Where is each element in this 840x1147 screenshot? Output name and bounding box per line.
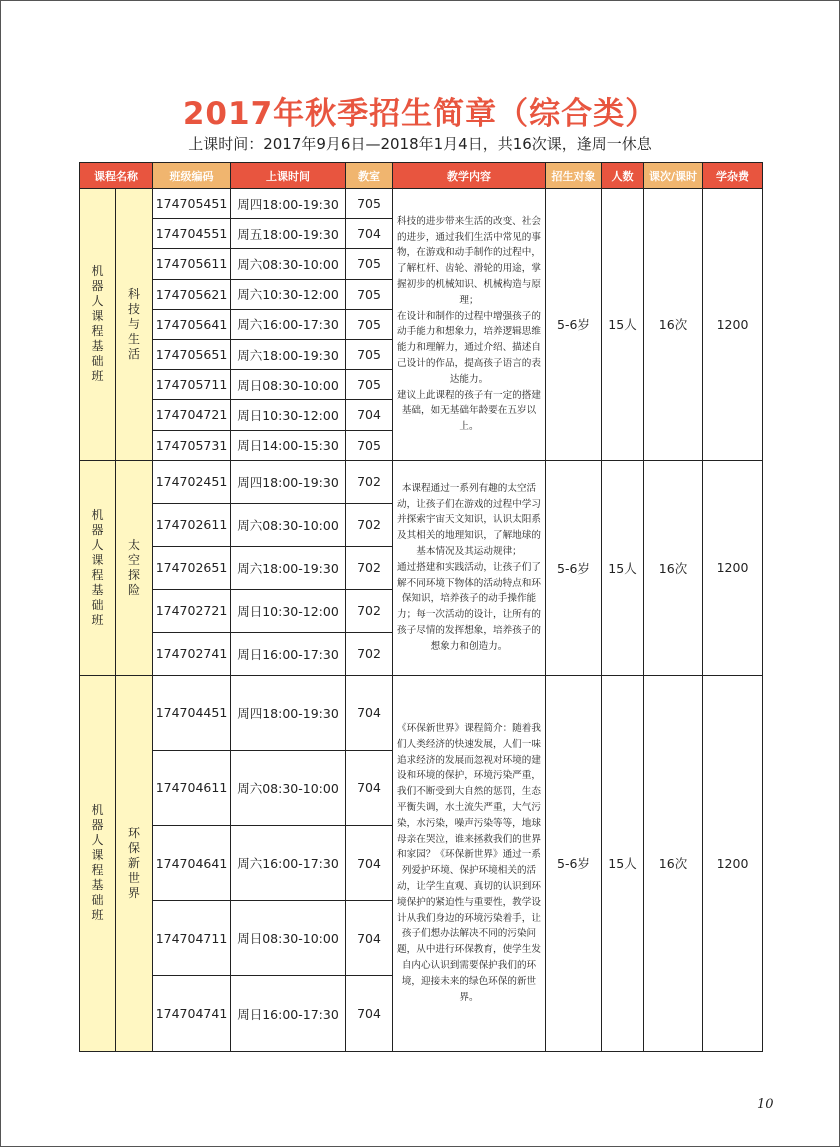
header-code: 班级编码 (153, 163, 231, 189)
subcourse-name-cell (116, 189, 153, 461)
subcourse-name: 太空探险 (127, 537, 140, 597)
session-count: 16次 (644, 460, 703, 675)
classroom: 704 (346, 219, 393, 249)
class-code: 174705731 (153, 430, 231, 460)
class-time: 周六16:00-17:30 (231, 309, 346, 339)
classroom: 704 (346, 901, 393, 976)
tuition-fee: 1200 (703, 675, 763, 1051)
class-time: 周日14:00-15:30 (231, 430, 346, 460)
class-time: 周日16:00-17:30 (231, 976, 346, 1051)
target-age: 5-6岁 (546, 460, 602, 675)
course-name: 机器人课程基础班 (91, 803, 104, 923)
capacity: 15人 (602, 675, 644, 1051)
course-name: 机器人课程基础班 (91, 507, 104, 627)
header-time: 上课时间 (231, 163, 346, 189)
classroom: 704 (346, 976, 393, 1051)
class-code: 174704451 (153, 675, 231, 750)
class-code: 174702611 (153, 503, 231, 546)
target-age: 5-6岁 (546, 189, 602, 461)
page-title: 2017年秋季招生简章（综合类） (182, 96, 658, 132)
capacity: 15人 (602, 189, 644, 461)
table-row (80, 460, 763, 503)
class-time: 周日10:30-12:00 (231, 589, 346, 632)
class-code: 174705641 (153, 309, 231, 339)
class-time: 周四18:00-19:30 (231, 675, 346, 750)
schedule-table (79, 162, 763, 1052)
tuition-fee: 1200 (703, 460, 763, 675)
class-time: 周六08:30-10:00 (231, 503, 346, 546)
classroom: 705 (346, 249, 393, 279)
class-code: 174702451 (153, 460, 231, 503)
class-time: 周六08:30-10:00 (231, 750, 346, 825)
classroom: 705 (346, 370, 393, 400)
class-code: 174705611 (153, 249, 231, 279)
course-name-cell (80, 460, 116, 675)
schedule-body (80, 189, 763, 1052)
header-fee: 学杂费 (703, 163, 763, 189)
class-time: 周六16:00-17:30 (231, 826, 346, 901)
tuition-fee: 1200 (703, 189, 763, 461)
class-time: 周四18:00-19:30 (231, 460, 346, 503)
course-description: 本课程通过一系列有趣的太空活动，让孩子们在游戏的过程中学习并探索宇宙天文知识，认识太阳系及其相关的地理知识，了解地球的基本情况及其运动规律； 通过搭建和实践活动，让孩子们了解不同环境下物体的活动特点和环保知识，培养孩子的动手操作能力；每一次活动的设计，让所有的孩子尽情的发挥想象，培养孩子的想象力和创造力。 (393, 460, 546, 675)
class-time: 周六18:00-19:30 (231, 339, 346, 369)
class-time: 周四18:00-19:30 (231, 189, 346, 219)
classroom: 704 (346, 675, 393, 750)
class-time: 周日08:30-10:00 (231, 901, 346, 976)
class-time: 周六10:30-12:00 (231, 279, 346, 309)
class-code: 174704711 (153, 901, 231, 976)
class-code: 174704721 (153, 400, 231, 430)
class-code: 174704641 (153, 826, 231, 901)
classroom: 704 (346, 750, 393, 825)
course-description: 《环保新世界》课程简介：随着我们人类经济的快速发展，人们一味追求经济的发展而忽视对环境的建设和环境的保护，环境污染严重，我们不断受到大自然的惩罚，生态平衡失调，水土流失严重，大气污染，水污染，噪声污染等等，地球母亲在哭泣，谁来拯救我们的世界和家园？《环保新世界》通过一系列爱护环境、保护环境相关的活动，让学生直观、真切的认识到环境保护的紧迫性与重要性，教学设计从我们身边的环境污染着手，让孩子们想办法解决不同的污染问题，从中进行环保教育，使学生发自内心认识到需要保护我们的环境，迎接未来的绿色环保的新世界。 (393, 675, 546, 1051)
class-code: 174705711 (153, 370, 231, 400)
page-subtitle: 上课时间：2017年9月6日—2018年1月4日，共16次课，逢周一休息 (188, 135, 652, 153)
header-capacity: 人数 (602, 163, 644, 189)
table-row (80, 189, 763, 219)
class-code: 174702651 (153, 546, 231, 589)
header-content: 教学内容 (393, 163, 546, 189)
class-code: 174705451 (153, 189, 231, 219)
capacity: 15人 (602, 460, 644, 675)
class-code: 174705621 (153, 279, 231, 309)
course-name: 机器人课程基础班 (91, 264, 104, 384)
subcourse-name-cell (116, 675, 153, 1051)
course-name-cell (80, 189, 116, 461)
class-code: 174702741 (153, 632, 231, 675)
course-name-cell (80, 675, 116, 1051)
header-room: 教室 (346, 163, 393, 189)
class-code: 174704741 (153, 976, 231, 1051)
class-code: 174704551 (153, 219, 231, 249)
subcourse-name: 环保新世界 (127, 825, 140, 900)
classroom: 702 (346, 589, 393, 632)
course-description: 科技的进步带来生活的改变、社会的进步，通过我们生活中常见的事物，在游戏和动手制作的过程中，了解杠杆、齿轮、滑轮的用途，掌握初步的机械知识、机械构造与原理； 在设计和制作的过程中增强孩子的动手能力和想象力，培养逻辑思维能力和理解力，通过介绍、描述自己设计的作品，提高孩子语言的表达能力。 建议上此课程的孩子有一定的搭建基础，如无基础年龄要在五岁以上。 (393, 189, 546, 461)
header-sessions: 课次/课时 (644, 163, 703, 189)
classroom: 702 (346, 503, 393, 546)
session-count: 16次 (644, 675, 703, 1051)
class-code: 174702721 (153, 589, 231, 632)
classroom: 705 (346, 189, 393, 219)
classroom: 705 (346, 339, 393, 369)
classroom: 704 (346, 400, 393, 430)
classroom: 705 (346, 279, 393, 309)
session-count: 16次 (644, 189, 703, 461)
classroom: 705 (346, 430, 393, 460)
page-number: 10 (757, 1097, 774, 1112)
header-course: 课程名称 (80, 163, 153, 189)
class-time: 周日08:30-10:00 (231, 370, 346, 400)
header-row (80, 163, 763, 189)
class-code: 174704611 (153, 750, 231, 825)
class-time: 周五18:00-19:30 (231, 219, 346, 249)
classroom: 702 (346, 632, 393, 675)
classroom: 702 (346, 460, 393, 503)
class-code: 174705651 (153, 339, 231, 369)
class-time: 周日16:00-17:30 (231, 632, 346, 675)
header-target: 招生对象 (546, 163, 602, 189)
classroom: 705 (346, 309, 393, 339)
target-age: 5-6岁 (546, 675, 602, 1051)
class-time: 周六18:00-19:30 (231, 546, 346, 589)
class-time: 周六08:30-10:00 (231, 249, 346, 279)
classroom: 704 (346, 826, 393, 901)
subcourse-name: 科技与生活 (127, 286, 140, 361)
classroom: 702 (346, 546, 393, 589)
class-time: 周日10:30-12:00 (231, 400, 346, 430)
subcourse-name-cell (116, 460, 153, 675)
table-row (80, 675, 763, 750)
